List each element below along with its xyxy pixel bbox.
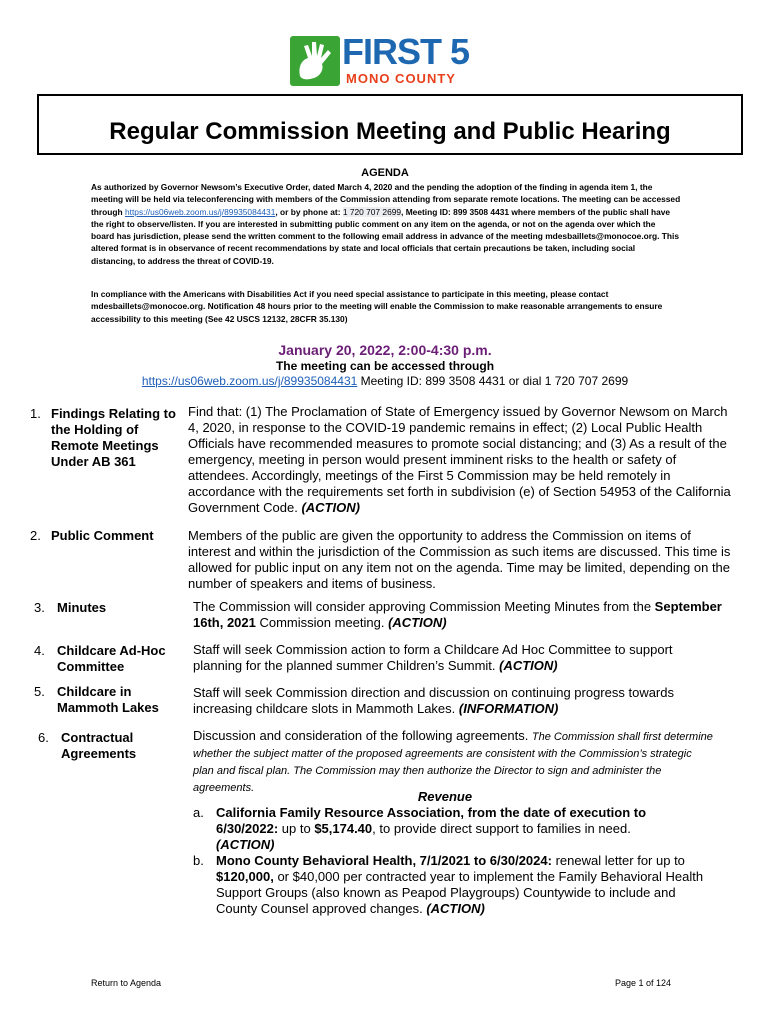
agenda-heading: AGENDA <box>361 167 409 179</box>
intro-paragraph <box>91 181 681 267</box>
first5-logo <box>290 31 490 88</box>
item-2-body: Members of the public are given the opportunity to address the Commission on items of interest and within the jurisdiction of the Commission as such items are discussed. This time is allowed for public input on any item not on the agenda. Time may be limited, depending on the number of speakers and items of business. <box>188 528 731 591</box>
item-1-body <box>188 404 738 516</box>
item-1-number: 1. <box>30 406 41 421</box>
item-2-label: Public Comment <box>51 528 154 543</box>
return-to-agenda-link[interactable]: Return to Agenda <box>91 978 162 988</box>
intro-zoom-link[interactable]: https://us06web.zoom.us/j/89935084431 <box>124 206 276 217</box>
logo-first5-text: FIRST 5 <box>342 31 470 72</box>
meeting-details-text: Meeting ID: 899 3508 4431 or dial <box>357 374 545 388</box>
ada-paragraph: In compliance with the Americans with Disabilities Act if you need special assistance to participate in this meeting, please contact mdesbaillets@monocoe.org. Notification 48 hours prior to the meeting will enable the Commission to make reasonable arrangements to ensure accessibility to this meeting (See 42 USCS 12132, 28CFR 35.130) <box>91 289 663 324</box>
item-5-label: Childcare in Mammoth Lakes <box>57 684 159 715</box>
revenue-heading: Revenue <box>417 789 473 804</box>
item-3-date: September 16th, 2021 <box>193 599 722 630</box>
sub-item-b-tag: (ACTION) <box>426 901 485 916</box>
sub-item-a-tag: (ACTION) <box>216 837 275 852</box>
sub-item-a-text-a: up to <box>278 821 315 836</box>
item-4-number: 4. <box>34 643 45 658</box>
meeting-zoom-link[interactable]: https://us06web.zoom.us/j/89935084431 <box>141 374 358 388</box>
item-4-label: Childcare Ad-Hoc Committee <box>57 643 166 674</box>
item-5-tag: (INFORMATION) <box>458 701 559 716</box>
title-box <box>37 94 743 155</box>
item-2-number: 2. <box>30 528 41 543</box>
sub-item-b-text-a: renewal letter for up to <box>551 853 685 868</box>
hand-logo-icon <box>290 36 340 86</box>
item-1-text: Find that: (1) The Proclamation of State of Emergency issued by Governor Newsom on March 4, 2020, in response to the COVID-19 pandemic remains in effect; (2) Local Public Health Officials have recommended measures to promote social distancing; and (3) As a result of the emergency, meeting in person would present imminent risks to the health or safety of attendees. Accordingly, meetings of the First 5 Commission may be held remotely in accordance with the requirements set forth in subdivision (e) of Section 54953 of the California Government Code. <box>188 404 731 515</box>
sub-item-b-letter: b. <box>193 853 204 868</box>
intro-phone: 1 720 707 2699 <box>342 206 402 217</box>
item-5-text: Staff will seek Commission direction and discussion on continuing progress towards increasing childcare slots in Mammoth Lakes. <box>193 685 674 716</box>
sub-item-a-text-b: , to provide direct support to families in need. <box>372 821 631 836</box>
meeting-access-line: The meeting can be accessed through <box>275 359 495 373</box>
item-4-text: Staff will seek Commission action to form a Childcare Ad Hoc Committee to support planning for the planned summer Children’s Summit. <box>193 642 673 673</box>
meeting-date: January 20, 2022, 2:00-4:30 p.m. <box>278 342 492 358</box>
logo-county-text: MONO COUNTY <box>346 71 456 86</box>
sub-item-b-amount: $120,000, <box>216 869 274 884</box>
item-4-tag: (ACTION) <box>499 658 558 673</box>
item-6-text-a: Discussion and consideration of the following agreements. <box>193 728 532 743</box>
sub-item-b <box>216 853 706 917</box>
sub-item-b-text-b: or $40,000 per contracted year to implement the Family Behavioral Health Support Groups (also known as Peapod Playgroups) Countywide to include and County Counsel approved changes. <box>216 869 704 916</box>
item-6-label: Contractual Agreements <box>61 730 137 761</box>
item-6-text-b: The Commission shall first determine whether the subject matter of the proposed agreements are consistent with the Commission’s strategic plan and fiscal plan. The Commission may then authorize the Director to sign and administer the agreements <box>193 731 713 794</box>
item-3-label: Minutes <box>57 600 107 615</box>
sub-item-b-title: Mono County Behavioral Health, 7/1/2021 to 6/30/2024: <box>216 853 552 868</box>
item-5-body <box>193 685 723 717</box>
sub-item-a <box>216 805 691 853</box>
item-1-tag: (ACTION) <box>301 500 360 515</box>
sub-item-a-letter: a. <box>193 805 204 820</box>
page-number: Page 1 of 124 <box>615 978 672 988</box>
item-6-text-c: . <box>251 782 255 794</box>
meeting-details <box>0 374 770 388</box>
item-6-body <box>193 728 713 796</box>
item-5-number: 5. <box>34 684 45 699</box>
intro-text-3: , Meeting ID: 899 3508 4431 where members of the public shall have the right to observe/listen. If you are interested in submitting public comment on any item on the agenda, or not on the agenda over which the board has jurisdiction, please send the written comment to the following email address in advance of the meeting mdesbaillets@monocoe.org. This altered format is in observance of recent recommendations by state and local officials that certain precautions be taken, including social distancing, to address the threat of COVID-19. <box>91 206 680 266</box>
item-4-body <box>193 642 723 674</box>
meeting-phone: 1 720 707 2699 <box>544 374 629 388</box>
item-1-label: Findings Relating to the Holding of Remote Meetings Under AB 361 <box>51 406 176 469</box>
intro-text-2: , or by phone at: <box>275 206 343 217</box>
sub-item-a-title: California Family Resource Association, from the date of execution to 6/30/2022: <box>216 805 647 836</box>
item-3-text-c: Commission meeting. <box>255 615 389 630</box>
item-3-number: 3. <box>34 600 45 615</box>
item-3-tag: (ACTION) <box>388 615 447 630</box>
page-title: Regular Commission Meeting and Public Hearing <box>109 118 671 145</box>
item-3-body <box>193 599 733 631</box>
sub-item-a-amount: $5,174.40 <box>314 821 373 836</box>
item-6-number: 6. <box>38 730 49 745</box>
item-3-text-a: The Commission will consider approving Commission Meeting Minutes from the <box>193 599 655 614</box>
intro-text-1: As authorized by Governor Newsom’s Executive Order, dated March 4, 2020 and the pending the adoption of the finding in agenda item 1, the meeting will be held via teleconferencing with members of the Commission attending from separate remote locations. The meeting can be accessed through <box>91 182 681 217</box>
